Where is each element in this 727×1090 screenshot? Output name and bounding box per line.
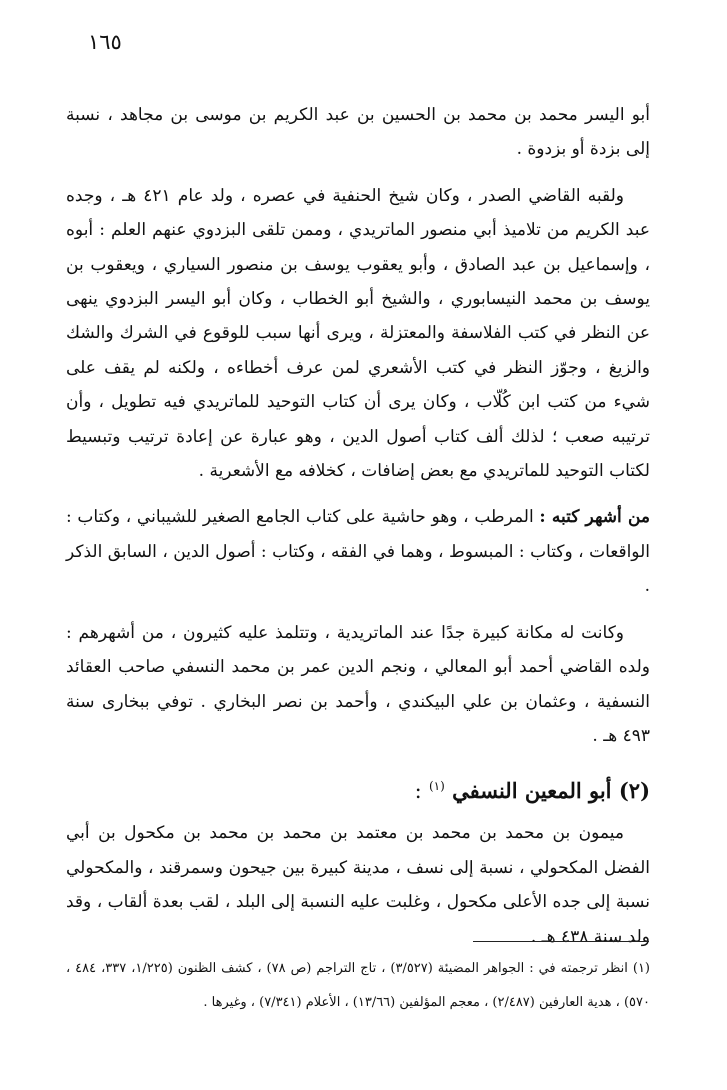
paragraph-nasafi-lineage: ميمون بن محمد بن محمد بن معتمد بن محمد بن محمد بن مكحول بن أبي الفضل المكحولي ، نسبة إلى نسف ، مدينة كبيرة بين جيحون وسمرقند ، والمكحولي نسبة إلى جده الأعلى مكحول ، وغلبت عليه النسبة إلى البلد ، لقب بعدة ألقاب ، وقد ولد سنة ٤٣٨ هـ .: [66, 823, 650, 947]
famous-books-lead: من أشهر كتبه :: [539, 507, 650, 528]
section-heading: [66, 767, 650, 810]
footnote-divider: [473, 941, 649, 942]
heading-title: أبو المعين النسفي: [452, 778, 612, 804]
famous-books-text: المرطب ، وهو حاشية على كتاب الجامع الصغير للشيباني ، وكتاب : الواقعات ، وكتاب : المبسوط ، وهما في الفقه ، وكتاب : أصول الدين ، السابق الذكر .: [66, 507, 650, 597]
heading-number: (٢): [618, 778, 650, 804]
footnote-1: (١) انظر ترجمته في : الجواهر المضيئة (٣/٥٢٧) ، تاج التراجم (ص ٧٨) ، كشف الظنون (١/٢٢٥، ٣٣٧، ٤٨٤ ، ٥٧٠) ، هدية العارفين (٢/٤٨٧) ، معجم المؤلفين (١٣/٦٦) ، الأعلام (٧/٣٤١) ، وغيرها .: [66, 961, 650, 1010]
paragraph-famous-books: [66, 500, 650, 603]
paragraph-biography: ولقبه القاضي الصدر ، وكان شيخ الحنفية في عصره ، ولد عام ٤٢١ هـ ، وجده عبد الكريم من تلاميذ أبي منصور الماتريدي ، وممن تلقى البزدوي عنهم العلم : أبوه ، وإسماعيل بن عبد الصادق ، وأبو يعقوب يوسف بن منصور السياري ، ويعقوب بن يوسف بن محمد النيسابوري ، والشيخ أبو الخطاب ، وكان أبو اليسر البزدوي ينهى عن النظر في كتب الفلاسفة والمعتزلة ، ويرى أنها سبب للوقوع في الشرك والشك والزيغ ، وجوّز النظر في كتب الأشعري لمن عرف أخطاءه ، ولكنه لم يقف على شيء من كتب ابن كُلّاب ، وكان يرى أن كتاب التوحيد للماتريدي فيه تطويل ، وأن ترتيبه صعب ؛ لذلك ألف كتاب أصول الدين ، وهو عبارة عن إعادة ترتيب وتبسيط لكتاب التوحيد للماتريدي مع بعض إضافات ، كخلافه مع الأشعرية .: [66, 185, 650, 482]
footnote-reference[interactable]: (١): [428, 779, 445, 794]
paragraph-students: وكانت له مكانة كبيرة جدًا عند الماتريدية ، وتتلمذ عليه كثيرون ، من أشهرهم : ولده القاضي أحمد أبو المعالي ، ونجم الدين عمر بن محمد النسفي صاحب العقائد النسفية ، وعثمان بن علي البيكندي ، وأحمد بن نصر البخاري . توفي ببخارى سنة ٤٩٣ هـ .: [66, 622, 650, 746]
main-text: [66, 98, 650, 954]
page-number: ١٦٥: [88, 30, 122, 54]
heading-colon: :: [414, 779, 422, 804]
paragraph-name-lineage: أبو اليسر محمد بن محمد بن الحسين بن عبد الكريم بن موسى بن مجاهد ، نسبة إلى بزدة أو بزدوة .: [66, 105, 650, 160]
footnotes: [66, 952, 650, 1020]
